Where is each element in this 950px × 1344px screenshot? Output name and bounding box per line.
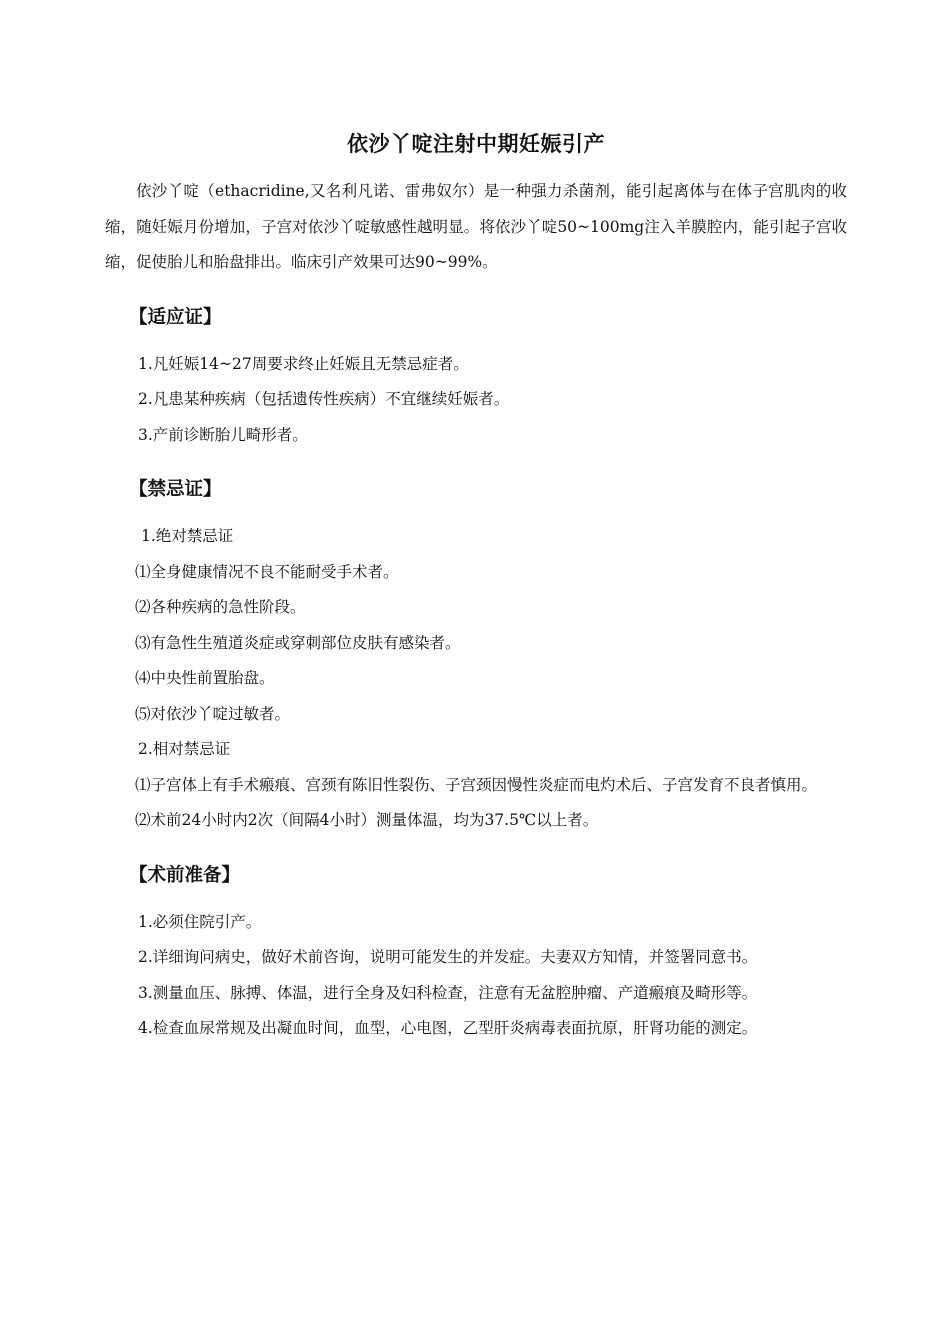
relative-contraindication-item: ⑴子宫体上有手术瘢痕、宫颈有陈旧性裂伤、子宫颈因慢性炎症而电灼术后、子宫发育不良者慎用。 <box>135 775 818 794</box>
preparation-item: 3.测量血压、脉搏、体温，进行全身及妇科检查，注意有无盆腔肿瘤、产道瘢痕及畸形等。 <box>138 983 758 1002</box>
indication-item: 3.产前诊断胎儿畸形者。 <box>138 425 308 444</box>
absolute-contraindication-item: ⑷中央性前置胎盘。 <box>135 669 275 687</box>
absolute-contraindication-item: ⑴全身健康情况不良不能耐受手术者。 <box>135 562 399 581</box>
section-heading-preparation: 【术前准备】 <box>129 864 241 886</box>
indication-item: 1.凡妊娠14~27周要求终止妊娠且无禁忌症者。 <box>138 354 469 373</box>
preparation-item: 4.检查血尿常规及出凝血时间，血型，心电图，乙型肝炎病毒表面抗原，肝肾功能的测定。 <box>138 1019 758 1037</box>
intro-paragraph: 依沙丫啶（ethacridine,又名利凡诺、雷弗奴尔）是一种强力杀菌剂，能引起离体与在体子宫肌肉的收缩，随妊娠月份增加，子宫对依沙丫啶敏感性越明显。将依沙丫啶50~100mg注入羊膜腔内，能引起子宫收缩，促使胎儿和胎盘排出。临床引产效果可达90~99%。 <box>105 182 847 271</box>
absolute-contraindication-item: ⑵各种疾病的急性阶段。 <box>135 598 306 616</box>
relative-contraindication-label: 2.相对禁忌证 <box>138 740 231 758</box>
document-title: 依沙丫啶注射中期妊娠引产 <box>347 132 605 156</box>
preparation-item: 2.详细询问病史，做好术前咨询，说明可能发生的并发症。夫妻双方知情，并签署同意书。 <box>138 948 758 966</box>
section-heading-contraindications: 【禁忌证】 <box>129 479 222 500</box>
document-page <box>105 120 847 1047</box>
absolute-contraindication-item: ⑶有急性生殖道炎症或穿刺部位皮肤有感染者。 <box>135 633 461 652</box>
section-heading-indications: 【适应证】 <box>129 306 222 328</box>
indication-item: 2.凡患某种疾病（包括遗传性疾病）不宜继续妊娠者。 <box>138 390 510 408</box>
relative-contraindication-item: ⑵术前24小时内2次（间隔4小时）测量体温，均为37.5℃以上者。 <box>135 811 599 829</box>
absolute-contraindication-label: 1.绝对禁忌证 <box>141 527 234 545</box>
preparation-item: 1.必须住院引产。 <box>138 912 262 931</box>
absolute-contraindication-item: ⑸对依沙丫啶过敏者。 <box>135 704 291 723</box>
